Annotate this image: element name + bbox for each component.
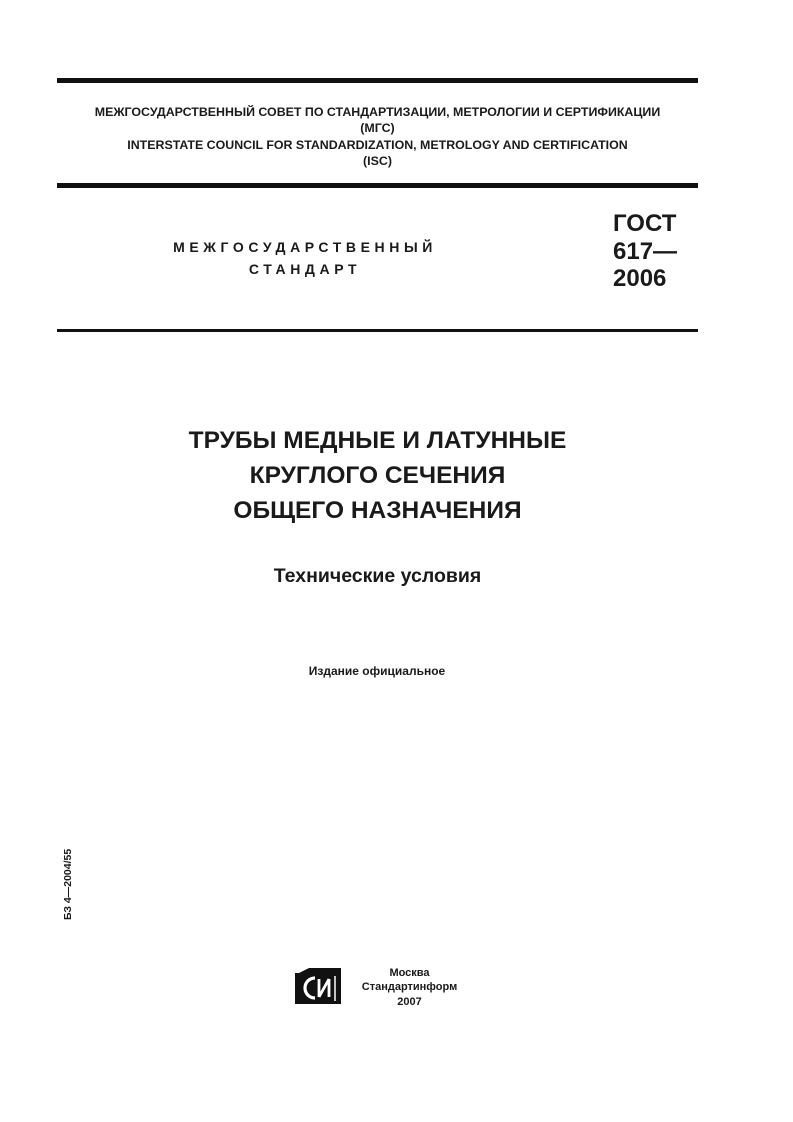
council-abbr-ru: (МГС)	[360, 121, 395, 136]
standard-bottom-rule	[57, 329, 698, 332]
publisher-info	[352, 966, 467, 1009]
standartinform-logo-icon	[295, 967, 343, 1005]
top-rule	[57, 78, 698, 83]
document-subtitle: Технические условия	[273, 565, 482, 587]
title-line2: КРУГЛОГО СЕЧЕНИЯ	[249, 462, 506, 489]
standard-kind-line2: СТАНДАРТ	[248, 261, 362, 277]
publisher-city: Москва	[389, 967, 430, 979]
publisher-year: 2007	[397, 995, 422, 1008]
edition-note: Издание официальное	[308, 664, 446, 678]
title-line3: ОБЩЕГО НАЗНАЧЕНИЯ	[233, 497, 522, 524]
gost-code-number: 617—	[613, 237, 678, 265]
gost-code-prefix: ГОСТ	[613, 210, 677, 237]
gost-code-year: 2006	[613, 265, 667, 292]
council-name-ru: МЕЖГОСУДАРСТВЕННЫЙ СОВЕТ ПО СТАНДАРТИЗАЦИИ, МЕТРОЛОГИИ И СЕРТИФИКАЦИИ	[94, 105, 661, 119]
side-code: БЗ 4—2004/55	[62, 848, 74, 920]
council-header	[57, 104, 698, 169]
council-abbr-en: (ISC)	[363, 153, 392, 168]
title-line1: ТРУБЫ МЕДНЫЕ И ЛАТУННЫЕ	[188, 427, 567, 454]
header-bottom-rule	[57, 183, 698, 188]
gost-code	[613, 210, 677, 293]
standard-kind-line1: МЕЖГОСУДАРСТВЕННЫЙ	[173, 239, 437, 255]
council-name-en: INTERSTATE COUNCIL FOR STANDARDIZATION, METROLOGY AND CERTIFICATION	[127, 137, 628, 152]
standard-kind	[150, 236, 460, 280]
publisher-name: Стандартинформ	[361, 981, 458, 994]
document-title	[57, 423, 698, 528]
